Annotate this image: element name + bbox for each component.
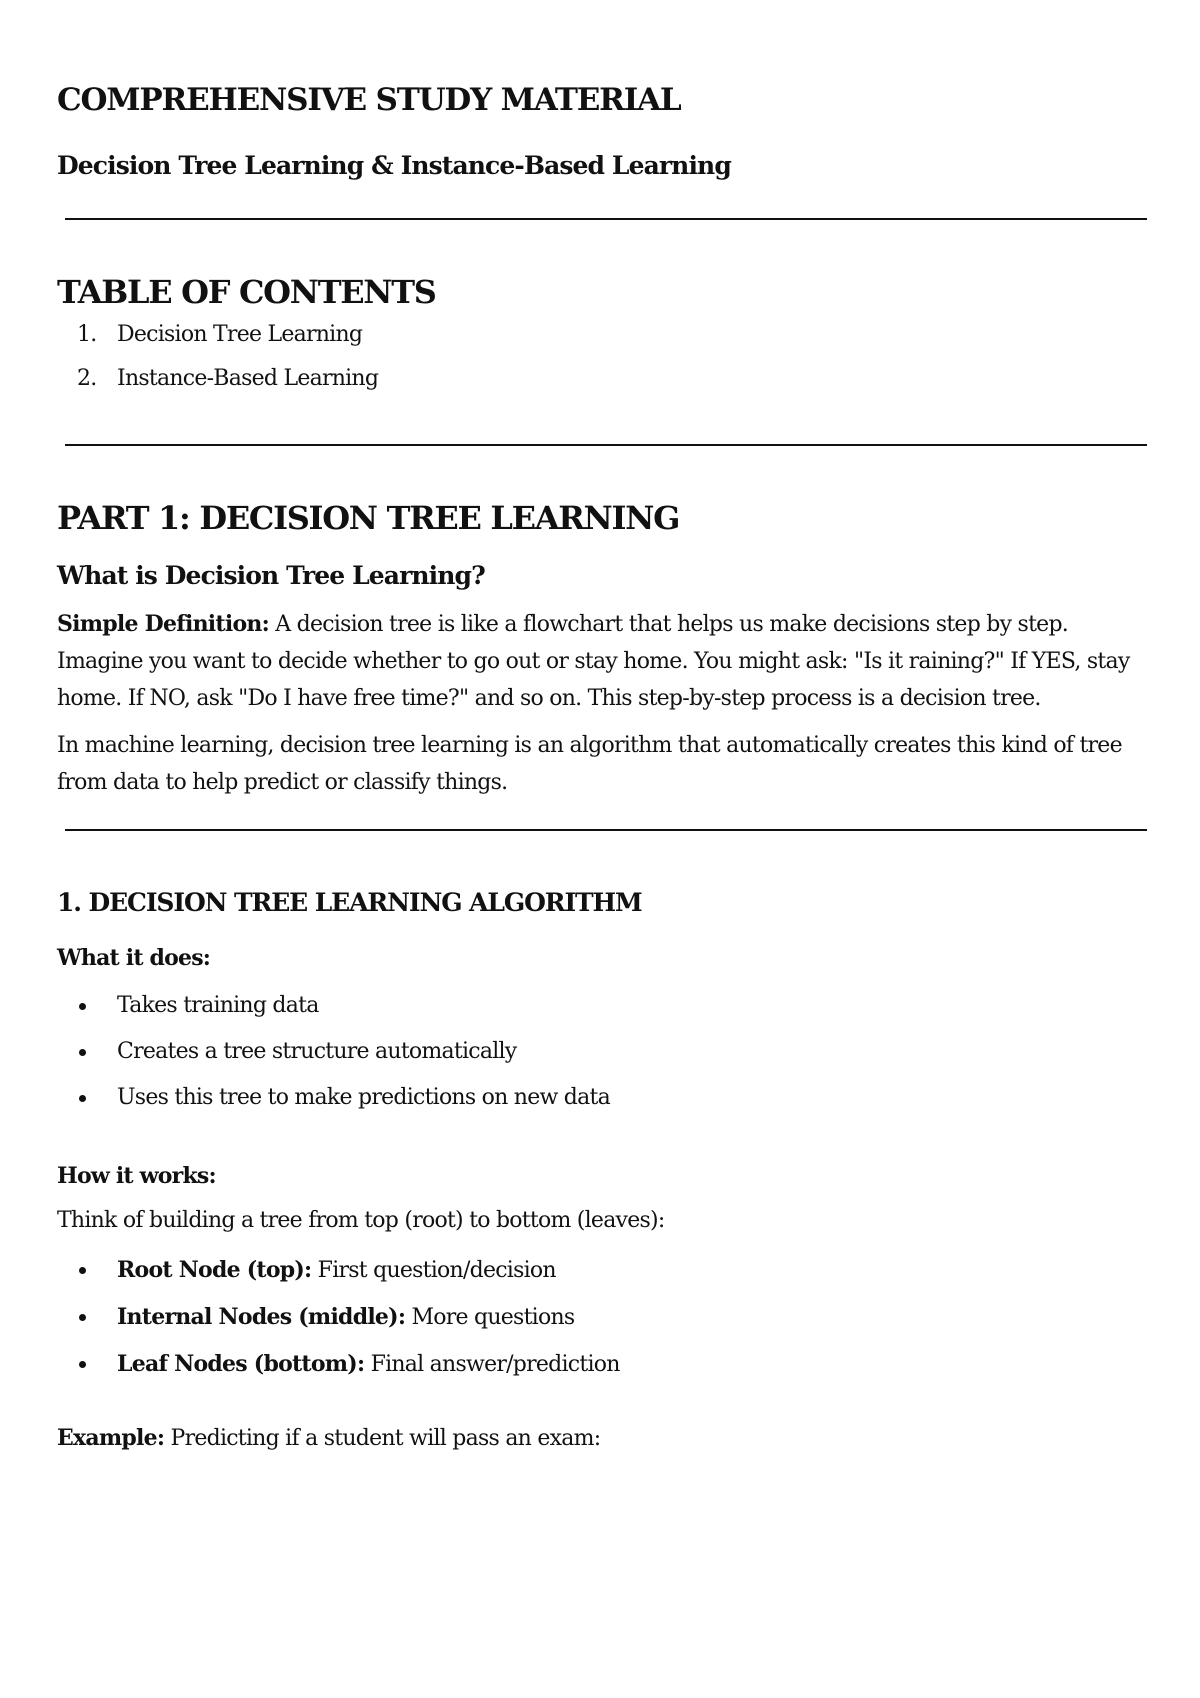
bullet-icon (79, 1314, 86, 1321)
toc-item-label: Decision Tree Learning (117, 322, 363, 347)
document-subtitle: Decision Tree Learning & Instance-Based Learning (57, 151, 731, 180)
node-term: Root Node (top): (117, 1257, 312, 1283)
how-it-works-intro: Think of building a tree from top (root) to bottom (leaves): (57, 1208, 665, 1233)
algorithm-heading: 1. DECISION TREE LEARNING ALGORITHM (57, 888, 642, 917)
list-item (57, 1255, 1148, 1286)
node-desc: Final answer/prediction (364, 1352, 620, 1377)
bullet-icon (79, 1361, 86, 1368)
toc-item-number: 2. (77, 366, 97, 391)
node-term: Internal Nodes (middle): (117, 1304, 406, 1330)
nodes-list (57, 1255, 1148, 1380)
list-item (57, 991, 1148, 1021)
document-title: COMPREHENSIVE STUDY MATERIAL (57, 82, 681, 118)
ml-paragraph: In machine learning, decision tree learning is an algorithm that automatically creates this kind of tree from data to help predict or classify things. (57, 733, 1122, 795)
definition-label: Simple Definition: (57, 611, 269, 637)
list-item (57, 1349, 1148, 1380)
example-label: Example: (57, 1425, 165, 1451)
node-desc: More questions (405, 1305, 575, 1330)
list-item-text: Uses this tree to make predictions on new data (117, 1085, 610, 1110)
definition-text: A decision tree is like a flowchart that helps us make decisions step by step. Imagine you want to decide whether to go out or stay home. You might ask: "Is it raining?" If YES, stay home. If NO, ask "Do I have free time?" and so on. This step-by-step process is a decision tree. (57, 612, 1130, 711)
bullet-icon (79, 1095, 86, 1102)
toc-item[interactable] (57, 320, 1148, 350)
list-item-text: Creates a tree structure automatically (117, 1039, 517, 1064)
what-it-does-label: What it does: (57, 945, 211, 971)
list-item (57, 1037, 1148, 1067)
toc-item-number: 1. (77, 322, 97, 347)
node-desc: First question/decision (311, 1258, 556, 1283)
part1-heading: PART 1: DECISION TREE LEARNING (57, 499, 680, 537)
what-it-does-list (57, 991, 1148, 1113)
list-item (57, 1302, 1148, 1333)
what-is-heading: What is Decision Tree Learning? (57, 561, 485, 590)
toc-list (57, 320, 1148, 394)
toc-heading: TABLE OF CONTENTS (57, 273, 436, 311)
node-term: Leaf Nodes (bottom): (117, 1351, 365, 1377)
how-it-works-label: How it works: (57, 1163, 216, 1189)
example-text: Predicting if a student will pass an exam: (164, 1426, 601, 1451)
list-item-text: Takes training data (117, 993, 319, 1018)
example-paragraph (57, 1420, 1148, 1457)
toc-item[interactable] (57, 364, 1148, 394)
definition-paragraph (57, 606, 1148, 717)
toc-item-label: Instance-Based Learning (117, 366, 379, 391)
bullet-icon (79, 1003, 86, 1010)
list-item (57, 1083, 1148, 1113)
bullet-icon (79, 1049, 86, 1056)
bullet-icon (79, 1267, 86, 1274)
